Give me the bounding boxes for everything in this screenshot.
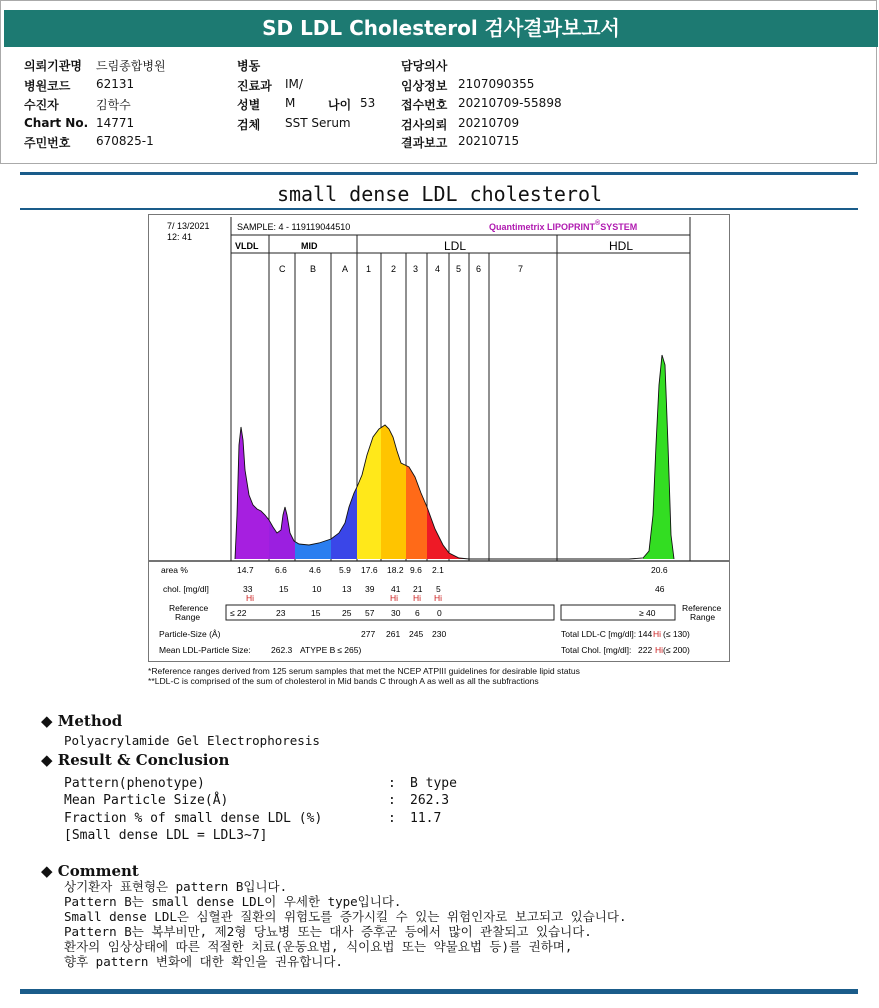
divider [20,172,858,175]
row-label: Reference [169,603,209,613]
group-mid: MID [301,241,318,251]
comment-line: Pattern B는 복부비만, 제2형 당뇨병 또는 대사 증후군 등에서 많이 관찰되고 있습니다. [64,924,592,939]
hi-flag: Hi [246,593,255,603]
info-row: 진료과 IM/ [237,77,303,93]
ref-value: 25 [342,608,352,618]
band-labels [279,264,523,274]
psize-value: 245 [409,629,424,639]
band-label: 6 [476,264,482,274]
total-ldl-value: 144 [638,629,653,639]
total-chol-label: Total Chol. [mg/dl]: [561,645,632,655]
curve-segment [331,487,357,559]
info-row: 병원코드 62131 [24,77,135,93]
sample-id: SAMPLE: 4 - 119119044510 [237,222,351,232]
particle-size-row [159,629,690,639]
band-label: 5 [456,264,462,274]
chol-value-hdl: 46 [655,584,665,594]
total-chol-value: 222 [638,645,653,655]
method-heading: ◆ Method [41,712,123,730]
info-row: 의뢰기관명 드림종합병원 [24,59,166,73]
row-label-right: Reference [682,603,722,613]
result-label: Mean Particle Size(Å) [64,793,229,808]
diamond-icon: ◆ [41,712,53,730]
curve-outline [235,355,674,559]
curve-segment [643,355,677,559]
area-value: 6.6 [275,565,287,575]
info-row: Chart No. 14771 [24,116,135,130]
band-label: 4 [435,264,441,274]
info-row: 접수번호 20210709-55898 [401,96,562,112]
group-vldl: VLDL [235,241,259,251]
psize-value: 230 [432,629,447,639]
total-ldl-label: Total LDL-C [mg/dl]: [561,629,637,639]
electrophoresis-curve [235,355,677,559]
total-ldl-flag: Hi [653,629,662,639]
result-note: [Small dense LDL = LDL3~7] [64,828,268,843]
mean-size-row [159,645,690,655]
chol-value: 13 [342,584,352,594]
diamond-icon: ◆ [41,862,53,880]
area-value-hdl: 20.6 [651,565,668,575]
divider [20,208,858,210]
curve-segment [235,427,269,559]
area-value: 9.6 [410,565,422,575]
mean-type: ATYPE B ≤ 265) [300,645,362,655]
chol-value: 39 [365,584,375,594]
curve-segment [357,428,381,559]
curve-segment [295,539,331,559]
brand-name: Quantimetrix LIPOPRINT®SYSTEM [489,220,638,232]
area-value: 18.2 [387,565,404,575]
footnote: **LDL-C is comprised of the sum of cholesterol in Mid bands C through A as well as all the subfractions [148,676,539,686]
section-title: small dense LDL cholesterol [276,182,603,206]
mean-value: 262.3 [271,645,293,655]
ref-value: 6 [415,608,420,618]
footnote: *Reference ranges derived from 125 serum samples that met the NCEP ATPIII guidelines for desirable lipid status [148,666,580,676]
ref-value: 30 [391,608,401,618]
psize-value: 261 [386,629,401,639]
ref-box-hdl [561,605,675,620]
report-title: SD LDL Cholesterol 검사결과보고서 [4,10,878,47]
comment-line: Pattern B는 small dense LDL이 우세한 type입니다. [64,894,402,909]
chol-value: 21 [413,584,423,594]
result-heading: ◆ Result & Conclusion [41,751,230,769]
chol-row [163,584,665,603]
group-ldl: LDL [444,239,467,253]
ref-value: 0 [437,608,442,618]
result-colon: : [388,793,396,808]
result-value: B type [410,776,457,791]
ref-value: 23 [276,608,286,618]
result-value: 262.3 [410,793,450,808]
curve-segment [381,425,406,559]
hi-flag: Hi [434,593,443,603]
area-value: 14.7 [237,565,254,575]
area-value: 2.1 [432,565,444,575]
area-value: 4.6 [309,565,321,575]
info-row: 주민번호 670825-1 [24,134,154,150]
result-value: 11.7 [410,811,442,826]
lipoprint-chart [148,214,730,662]
row-label: Range [175,612,201,622]
result-colon: : [388,776,396,791]
curve-segment [269,507,295,559]
chart-time: 12: 41 [167,232,193,242]
band-label: A [342,264,349,274]
ref-value: ≤ 22 [230,608,247,618]
row-label: chol. [mg/dl] [163,584,209,594]
chol-value: 10 [312,584,322,594]
info-row: 임상정보 2107090355 [401,77,535,93]
comment-heading: ◆ Comment [41,862,139,880]
band-label: C [279,264,286,274]
ref-value: 15 [311,608,321,618]
lipoprint-svg [149,215,729,661]
chart-date: 7/ 13/2021 [167,221,210,231]
area-row [161,565,668,575]
curve-segment [406,466,427,560]
reference-row [169,603,721,622]
row-label-right: Range [690,612,716,622]
result-label: Fraction % of small dense LDL (%) [64,811,323,826]
info-row: 결과보고 20210715 [401,134,520,150]
ref-value: 57 [365,608,375,618]
comment-line: 상기환자 표현형은 pattern B입니다. [64,879,288,894]
row-label: Particle-Size (Å) [159,629,221,639]
chol-value: 15 [279,584,289,594]
band-label: 1 [366,264,372,274]
hi-flag: Hi [413,593,422,603]
comment-line: Small dense LDL은 심혈관 질환의 위험도를 증가시킬 수 있는 위험인자로 보고되고 있습니다. [64,909,627,924]
row-label: area % [161,565,188,575]
area-value: 5.9 [339,565,351,575]
info-row: 성별 M [237,96,296,112]
band-label: 7 [518,264,524,274]
info-row: 담당의사 [401,59,448,73]
band-label: 3 [413,264,419,274]
info-row: 검체 SST Serum [237,116,351,132]
hi-flag: Hi [390,593,399,603]
result-label: Pattern(phenotype) [64,776,205,791]
total-ldl-limit: (≤ 130) [663,629,690,639]
divider [20,989,858,994]
chol-value: 41 [391,584,401,594]
chol-value: 5 [436,584,441,594]
comment-line: 향후 pattern 변화에 대한 확인을 권유합니다. [64,954,343,969]
total-chol-flag: Hi [655,645,664,655]
band-label: B [310,264,317,274]
area-value: 17.6 [361,565,378,575]
method-text: Polyacrylamide Gel Electrophoresis [64,733,320,748]
row-label: Mean LDL-Particle Size: [159,645,251,655]
age-row: 나이 53 [328,96,376,112]
info-row: 검사의뢰 20210709 [401,116,520,132]
psize-value: 277 [361,629,376,639]
total-chol-limit: (≤ 200) [663,645,690,655]
chol-value: 33 [243,584,253,594]
diamond-icon: ◆ [41,751,53,769]
info-row: 병동 [237,59,261,73]
ref-value-hdl: ≥ 40 [639,608,656,618]
result-colon: : [388,811,396,826]
group-hdl: HDL [609,239,634,253]
info-row: 수진자 김학수 [24,98,131,112]
comment-line: 환자의 임상상태에 따른 적절한 치료(운동요법, 식이요법 또는 약물요법 등)를 권하며, [64,939,573,954]
band-label: 2 [391,264,397,274]
